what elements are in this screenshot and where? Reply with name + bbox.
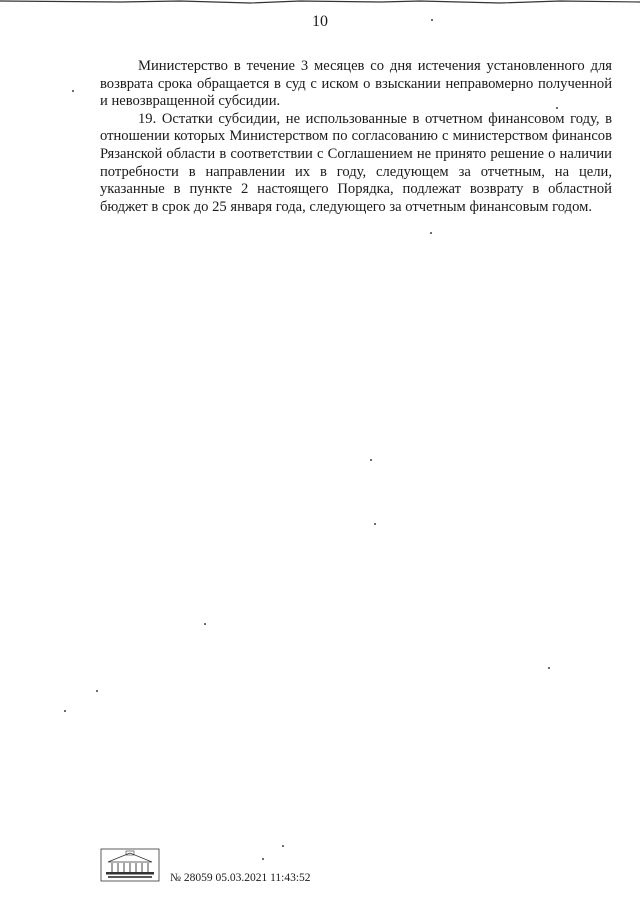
paragraph-ministry-court: Министерство в течение 3 месяцев со дня истечения установленного для возврата срока обращается в суд с иском о взыскании неправомерно полученной и невозвращенной субсидии. xyxy=(100,58,612,110)
paragraph-19-subsidy-remains: 19. Остатки субсидии, не использованные в отчетном финансовом году, в отношении которых Министерством по согласованию с министерством финансов Рязанской области в соответствии с Соглашением не принято решение о наличии потребности в направлении их в году, следующем за отчетным, на цели, указанные в пункте 2 настоящего Порядка, подлежат возврату в областной бюджет в срок до 25 января года, следующего за отчетным финансовым годом. xyxy=(100,110,612,215)
scan-top-edge xyxy=(0,0,640,6)
document-body xyxy=(100,58,612,216)
government-building-stamp-icon xyxy=(100,848,160,882)
registration-stamp: № 28059 05.03.2021 11:43:52 xyxy=(170,872,311,884)
page-number: 10 xyxy=(312,13,328,30)
